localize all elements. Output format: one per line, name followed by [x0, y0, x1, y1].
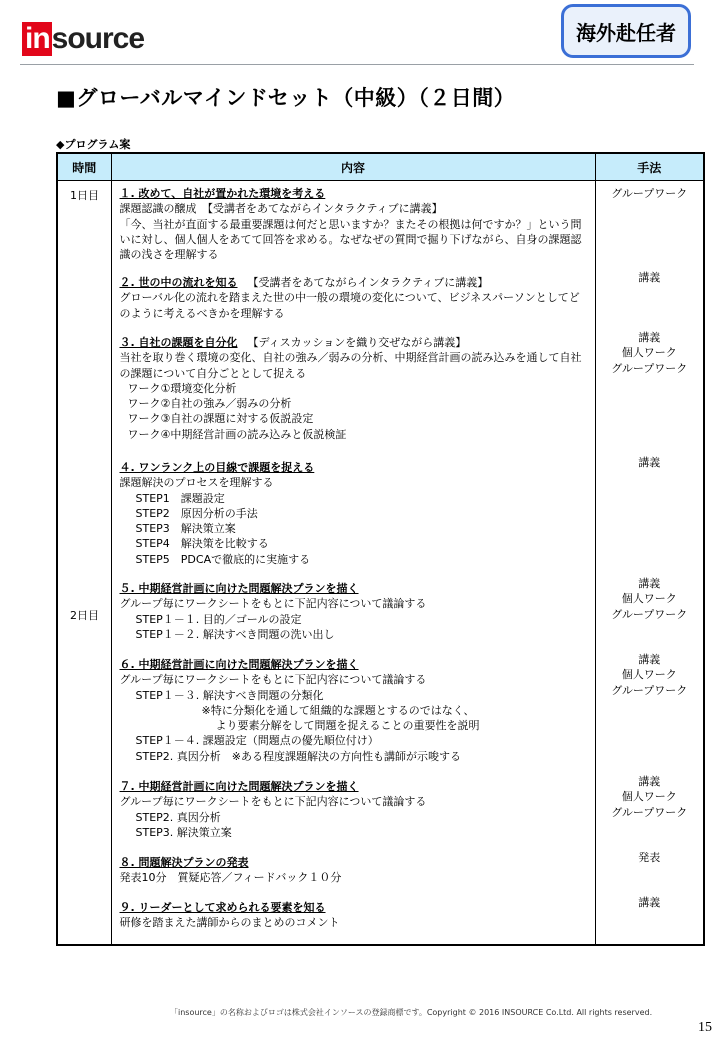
section-8 [112, 855, 595, 900]
section-8-heading: ８. 問題解決プランの発表 [119, 856, 249, 869]
section-7-step-2: STEP3. 解決策立案 [135, 825, 232, 839]
section-6-note-2: より要素分解をして問題を捉えることの重要性を説明 [215, 719, 480, 733]
method-5-item-3: グループワーク [611, 607, 688, 621]
section-6-step-1: STEP１－３. 解決すべき問題の分類化 [135, 688, 324, 702]
section-3-work-3: ワーク③自社の課題に対する仮説設定 [127, 412, 314, 426]
method-5-item-2: 個人ワーク [621, 592, 677, 606]
section-2-line-1: グローバル化の流れを踏まえた世の中一般の環境の変化について、ビジネスパーソンとしてどのように考えるべきかを理解する [119, 291, 580, 320]
method-3-item-3: グループワーク [611, 361, 688, 375]
page-number: 15 [698, 1020, 712, 1035]
section-6-line-1: グループ毎にワークシートをもとに下記内容について議論する [119, 673, 427, 687]
section-2 [112, 275, 595, 335]
section-7-step-1: STEP2. 真因分析 [135, 810, 221, 824]
program-table [56, 152, 705, 946]
method-1-item-1: グループワーク [611, 187, 688, 200]
section-4-step-2: STEP2 原因分析の手法 [135, 506, 258, 520]
section-5-step-1: STEP１－１. 目的／ゴールの設定 [135, 612, 302, 626]
section-2-heading: ２. 世の中の流れを知る [119, 276, 238, 289]
section-4-step-1: STEP1 課題設定 [135, 491, 225, 505]
table-body-row [57, 181, 704, 946]
section-6-step-2: STEP１－４. 課題設定（問題点の優先順位付け） [135, 734, 379, 748]
method-2-item-1: 講義 [638, 271, 661, 284]
method-9-item-1: 講義 [638, 896, 661, 909]
method-3-item-1: 講義 [638, 331, 661, 344]
program-subhead: ◆プログラム案 [56, 138, 131, 151]
section-3-work-1: ワーク①環境変化分析 [127, 381, 237, 395]
section-7 [112, 779, 595, 855]
content-column [111, 181, 595, 946]
section-4-line-1: 課題解決のプロセスを理解する [119, 476, 274, 490]
header-content: 内容 [111, 153, 595, 181]
section-1-heading: １. 改めて、自社が置かれた環境を考える [119, 187, 326, 200]
method-5 [596, 576, 704, 652]
section-6-heading: ６. 中期経営計画に向けた問題解決プランを描く [119, 658, 359, 671]
section-7-line-1: グループ毎にワークシートをもとに下記内容について議論する [119, 795, 427, 809]
method-7-item-3: グループワーク [611, 805, 688, 819]
section-1-line-1: 課題認識の醸成 【受講者をあてながらインタラクティブに講義】 [119, 202, 443, 216]
method-6-item-1: 講義 [638, 653, 661, 666]
section-4 [112, 460, 595, 581]
section-9 [112, 900, 595, 940]
section-1 [112, 181, 595, 275]
method-3 [596, 330, 704, 455]
section-4-step-4: STEP4 解決策を比較する [135, 537, 269, 551]
copyright-footer: 「insource」の名称およびロゴは株式会社インソースの登録商標です。Copyright © 2016 INSOURCE Co.Ltd. All rights reserved. [170, 1008, 653, 1017]
section-6-step-3: STEP2. 真因分析 ※ある程度課題解決の方向性も講師が示唆する [135, 749, 461, 763]
method-7-item-2: 個人ワーク [621, 790, 677, 804]
method-6-item-3: グループワーク [611, 683, 688, 697]
method-5-item-1: 講義 [638, 577, 661, 590]
section-5-heading: ５. 中期経営計画に向けた問題解決プランを描く [119, 582, 359, 595]
header-divider [20, 64, 694, 65]
method-4 [596, 455, 704, 576]
insource-logo [22, 22, 144, 56]
section-6 [112, 657, 595, 779]
logo-wordmark: source [51, 22, 145, 55]
method-6 [596, 652, 704, 774]
method-9 [596, 895, 704, 935]
section-3 [112, 335, 595, 460]
method-6-item-2: 個人ワーク [621, 668, 677, 682]
section-4-heading: ４. ワンランク上の目線で課題を捉える [119, 461, 315, 474]
section-1-line-2: 「今、当社が直面する最重要課題は何だと思いますか？またその根拠は何ですか？」という問いに対し、個人個人をあてて回答を求める。なぜなぜの質問で掘り下げながら、自身の課題認識の浅さを理解する [119, 217, 582, 262]
section-7-heading: ７. 中期経営計画に向けた問題解決プランを描く [119, 780, 359, 793]
target-badge: 海外赴任者 [561, 4, 691, 58]
header-time: 時間 [57, 153, 111, 181]
method-column [595, 181, 704, 946]
method-8-item-1: 発表 [638, 851, 661, 864]
section-3-work-2: ワーク②自社の強み／弱みの分析 [127, 397, 292, 411]
section-6-note-1: ※特に分類化を通して組織的な課題とするのではなく、 [201, 703, 475, 717]
method-8 [596, 850, 704, 895]
section-9-heading: ９. リーダーとして求められる要素を知る [119, 901, 326, 914]
day-2-label: 2日目 [70, 609, 99, 622]
section-4-step-3: STEP3 解決策立案 [135, 522, 236, 536]
section-5-step-2: STEP１－２. 解決すべき問題の洗い出し [135, 627, 335, 641]
header-method: 手法 [595, 153, 704, 181]
section-8-line-1: 発表10分 質疑応答／フィードバック１０分 [119, 871, 342, 885]
section-9-line-1: 研修を踏まえた講師からのまとめのコメント [119, 916, 340, 930]
page-title: ■グローバルマインドセット（中級）（２日間） [56, 86, 516, 110]
method-7-item-1: 講義 [638, 775, 661, 788]
table-header-row [57, 153, 704, 181]
section-5-line-1: グループ毎にワークシートをもとに下記内容について議論する [119, 597, 427, 611]
section-4-step-5: STEP5 PDCAで徹底的に実施する [135, 552, 311, 566]
section-5 [112, 581, 595, 657]
logo-mark: in [22, 22, 52, 56]
section-3-tag: 【ディスカッションを織り交ぜながら講義】 [247, 336, 467, 349]
section-2-tag: 【受講者をあてながらインタラクティブに講義】 [247, 276, 489, 289]
method-7 [596, 774, 704, 850]
section-3-line-1: 当社を取り巻く環境の変化、自社の強み／弱みの分析、中期経営計画の読み込みを通して自社の課題について自分ごととして捉える [119, 351, 582, 380]
section-3-work-4: ワーク④中期経営計画の読み込みと仮説検証 [127, 427, 347, 441]
time-column [57, 181, 111, 946]
section-3-heading: ３. 自社の課題を自分化 [119, 336, 238, 349]
method-1 [596, 181, 704, 270]
day-1-label: 1日目 [70, 189, 99, 202]
method-2 [596, 270, 704, 330]
method-4-item-1: 講義 [638, 456, 661, 469]
method-3-item-2: 個人ワーク [621, 346, 677, 360]
